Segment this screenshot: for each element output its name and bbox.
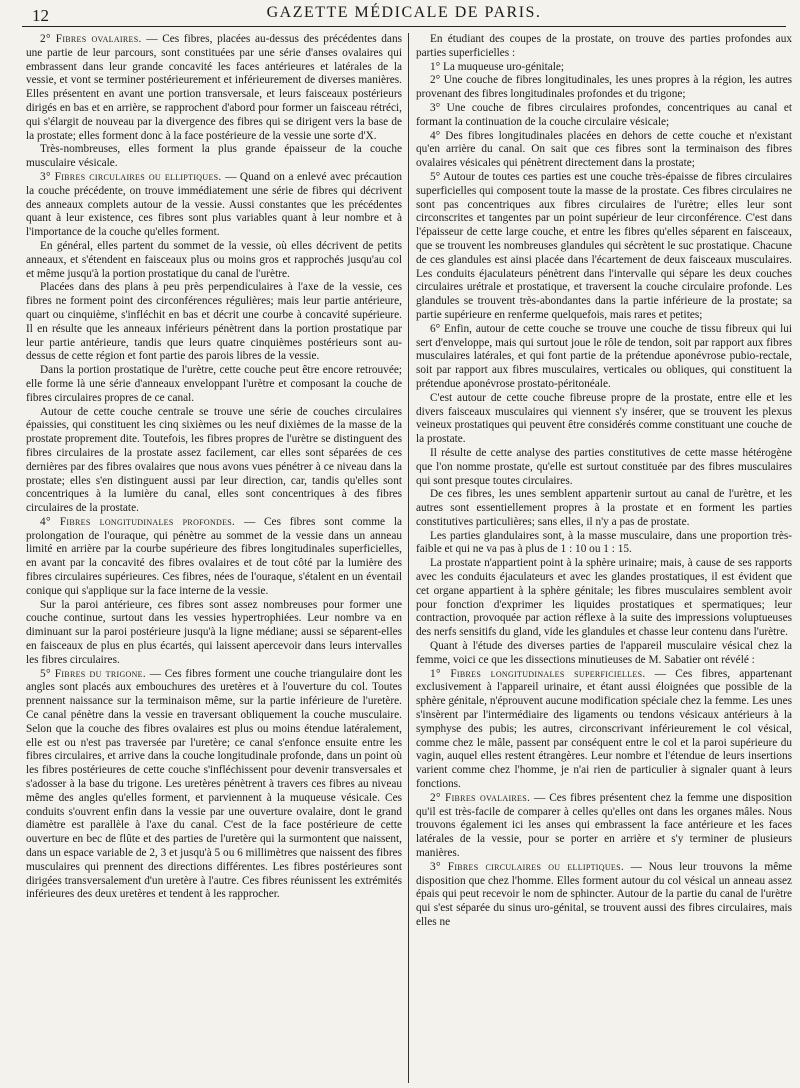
- paragraph-text: 1° La muqueuse uro-génitale;: [430, 60, 565, 73]
- paragraph-text: 2° Une couche de fibres longitudinales, les unes propres à la région, les autres provenant des fibres longitudinales profondes et du trigone;: [416, 74, 792, 101]
- paragraph-text: Placées dans des plans à peu près perpendiculaires à l'axe de la vessie, ces fibres ne forment point des circonférences régulières; mais leur partie antérieure, quart ou cinquième, s'infléchit en bas et décrit une courbe à concavité supérieure. Il en résulte que les anneaux inférieurs pénètrent dans la portion prostatique par leur partie antérieure, tandis que leurs quatre cinquièmes postérieurs sont au-dessus de cette région et font partie des parois libres de la vessie.: [26, 281, 402, 363]
- paragraph-text: — Ces fibres sont comme la prolongation de l'ouraque, qui pénètre au sommet de la vessie dans un anneau limité en arrière par la courbe supérieure des fibres longitudinales superficielles, en avant par la concavité des fibres ovalaires et de tout côté par la lumière des fibres circulaires supérieures. Ces fibres, nées de l'ouraque, s'étalent en un éventail conique qui s'applique sur la face interne de la vessie.: [26, 515, 402, 597]
- paragraph: [416, 861, 792, 930]
- paragraph: [416, 792, 792, 861]
- paragraph: [416, 530, 792, 558]
- paragraph: [416, 171, 792, 323]
- paragraph: [26, 240, 402, 281]
- paragraph: [416, 102, 792, 130]
- paragraph-text: — Nous leur trouvons la même disposition que chez l'homme. Elles forment autour du col vésical un anneau assez épais qui peut recevoir le nom de sphincter. Autour de la partie du canal de l'urètre qui s'est séparée du sinus uro-génital, se trouvent aussi des fibres circulaires, mais elles ne: [416, 860, 792, 928]
- paragraph-text: Autour de cette couche centrale se trouve une série de couches circulaires épaissies, qui constituent les cinq sixièmes ou les neuf dixièmes de la masse de la prostate proprement dite. Toutefois, les fibres propres de l'urètre se distinguent des fibres circulaires de la prostate assez facilement, car elles sont séparées de ces dernières par des fibres ovalaires que nous avons vues pénétrer à ce niveau dans la prostate; elles s'en distinguent aussi par leur direction, car, tandis qu'elles sont concentriques à la lumière du canal, elles sont concentriques à des fibres circulaires de la prostate.: [26, 405, 402, 515]
- paragraph: [416, 74, 792, 102]
- paragraph-text: Dans la portion prostatique de l'urètre, cette couche peut être encore retrouvée; elle forme là une série d'anneaux enveloppant l'urètre et composant la couche de fibres circulaires propres de ce canal.: [26, 364, 402, 404]
- paragraph-text: — Ces fibres forment une couche triangulaire dont les angles sont placés aux embouchures des uretères et à l'ouverture du col. Toutes prennent naissance sur la terminaison même, sur la partie inférieure de l'uretère. Ce canal pénètre dans la vessie en traversant obliquement la couche musculaire. Selon que la couche des fibres ovalaires est plus ou moins étendue latéralement, elle est ou n'est pas traversée par l'uretère; ce canal s'enfonce ensuite entre les fibres circulaires, et arrive dans la couche longitudinale profonde, dans un point où les fibres postérieures de cette couche s'infléchissent pour devenir transversales et s'adosser à la base du trigone. Les uretères pénètrent à travers ces fibres au niveau même des angles qu'elles forment, et parviennent à la muqueuse vésicale. Ces conduits s'ouvrent enfin dans la vessie par une ouverture ovalaire, dont le grand diamètre est parallèle à l'axe du canal. C'est de la face postérieure de cette ouverture en bec de flûte et des parties de l'uretère qui la surmontent que naissent, dans un espace variable de 2, 3 et jusqu'à 5 ou 6 millimètres que naissent des fibres musculaires qui prennent des directions différentes. Les fibres postérieures sont dirigées transversalement d'un uretère à l'autre. Ces fibres réunissent les extrémités inférieures des deux uretères et tendent à les rapprocher.: [26, 667, 402, 901]
- section-heading: 3° Fibres circulaires ou elliptiques.: [430, 860, 624, 873]
- paragraph: [416, 668, 792, 792]
- paragraph-text: — Ces fibres, appartenant exclusivement à l'appareil urinaire, et étant aussi éloignées que possible de la sphère génitale, n'éprouvent aucune modification spéciale chez la femme. Les unes s'insèrent par l'intermédiaire des ligaments ou tendons vésicaux antérieurs à la symphyse des pubis; les autres, circonscrivant inférieurement le col vésical, comme chez le mâle, passent par conséquent entre le col et la paroi supérieure du vagin, auquel elles restent étrangères. Leur nombre et l'étendue de leurs insertions varient comme chez l'homme, je n'ai rien de particulier à signaler quant à leurs fonctions.: [416, 667, 792, 791]
- paragraph-text: — Ces fibres, placées au-dessus des précédentes dans une partie de leur parcours, sont constituées par une série d'anses ovalaires qui embrassent dans leur grande concavité les faces antérieures et latérales de la vessie, et vont se terminer postérieurement et inférieurement de diverses manières. Elles présentent en avant une portion transversale, et leurs faisceaux postérieurs dirigés en bas et en arrière, se rapprochent d'abord pour former un faisceau rétréci, qui s'élargit de nouveau par la divergence des fibres qui se dirigent vers la base de la prostate; elles forment donc à la face postérieure de la vessie une sorte d'X.: [26, 33, 402, 142]
- paragraph: [26, 364, 402, 405]
- paragraph: [26, 516, 402, 599]
- left-column: [26, 33, 408, 1083]
- paragraph: [416, 557, 792, 640]
- journal-title: GAZETTE MÉDICALE DE PARIS.: [266, 4, 542, 21]
- paragraph: [26, 406, 402, 516]
- paragraph: [26, 33, 402, 143]
- paragraph: [26, 281, 402, 364]
- paragraph: [416, 488, 792, 529]
- paragraph-text: 6° Enfin, autour de cette couche se trouve une couche de tissu fibreux qui lui sert d'enveloppe, mais qui surtout joue le rôle de tendon, soit par rapport aux fibres musculaires latérales, et qui font partie de la prétendue aponévrose pubio-rectale, soit par rapport aux fibres musculaires, verticales ou obliques, qui constituent la prétendue aponévrose prostato-péritonéale.: [416, 322, 792, 390]
- paragraph-text: Très-nombreuses, elles forment la plus grande épaisseur de la couche musculaire vésicale.: [26, 143, 402, 170]
- section-heading: 3° Fibres circulaires ou elliptiques.: [40, 170, 222, 183]
- paragraph: [416, 392, 792, 447]
- paragraph-text: De ces fibres, les unes semblent appartenir surtout au canal de l'urètre, et les autres sont essentiellement propres à la prostate et en forment les parties constitutives particulières; sans elles, il n'y a pas de prostate.: [416, 488, 792, 528]
- right-column: [409, 33, 792, 1083]
- paragraph: [416, 640, 792, 668]
- paragraph-text: — Ces fibres présentent chez la femme une disposition qu'il est très-facile de comparer à celles qu'elles ont dans les organes mâles. Nous trouvons également ici les anses qui embrassent la face antérieure et les faces latérales de la vessie, pour se porter en arrière et s'y terminer de plusieurs manières.: [416, 791, 792, 860]
- paragraph-text: C'est autour de cette couche fibreuse propre de la prostate, entre elle et les divers faisceaux musculaires qui viennent s'y insérer, que se trouvent les plexus veineux prostatiques qui peuvent être considérés comme constituant une couche de la prostate.: [416, 391, 792, 446]
- paragraph: [416, 323, 792, 392]
- paragraph-text: En général, elles partent du sommet de la vessie, où elles décrivent de petits anneaux, et s'étendent en faisceaux plus ou moins gros et rapprochés jusqu'au col et même jusqu'à la portion prostatique du canal de l'urètre.: [26, 239, 402, 280]
- paragraph-text: 4° Des fibres longitudinales placées en dehors de cette couche et n'existant qu'en arrière du canal. On sait que ces fibres sont la terminaison des fibres ovalaires vésicales qui pénètrent directement dans la prostate;: [416, 129, 792, 170]
- page-number: 12: [32, 6, 49, 25]
- paragraph-text: 3° Une couche de fibres circulaires profondes, concentriques au canal et formant la continuation de la couche circulaire vésicale;: [416, 101, 792, 128]
- paragraph: [26, 143, 402, 171]
- page-header: [22, 0, 786, 27]
- section-heading: 2° Fibres ovalaires.: [40, 33, 142, 45]
- section-heading: 5° Fibres du trigone.: [40, 667, 146, 680]
- paragraph-text: En étudiant des coupes de la prostate, on trouve des parties profondes aux parties superficielles :: [416, 33, 792, 59]
- paragraph: [416, 33, 792, 61]
- paragraph: [416, 130, 792, 171]
- text-columns: [26, 33, 792, 1083]
- paragraph-text: 5° Autour de toutes ces parties est une couche très-épaisse de fibres circulaires superficielles qui composent toute la masse de la prostate. Ces fibres circulaires ne sont pas concentriques aux fibres circulaires de l'urètre; elles leur sont circonscrites et tangentes par un point supérieur de leur circonférence. C'est dans l'épaisseur de cette large couche, et entre les fibres qu'elles séparent en faisceaux, que se trouvent les nombreuses glandules qui sécrètent le suc prostatique. Chacune de ces glandules est ainsi placée dans l'écartement de deux faisceaux musculaires. Les conduits éjaculateurs pénètrent dans l'intervalle qui sépare les deux couches circulaires urétrale et prostatique, et traversent la couche circulaire profonde. Les glandules se trouvent très-abondantes dans la partie inférieure de la prostate; sa partie supérieure en renferme quelquefois, mais rares et petites;: [416, 170, 792, 321]
- section-heading: 1° Fibres longitudinales superficielles.: [430, 667, 646, 680]
- section-heading: 4° Fibres longitudinales profondes.: [40, 515, 236, 528]
- paragraph: [416, 61, 792, 75]
- paragraph: [26, 668, 402, 903]
- paragraph: [26, 171, 402, 240]
- paragraph-text: Quant à l'étude des diverses parties de l'appareil musculaire vésical chez la femme, voici ce que les dissections minutieuses de M. Sabatier ont révélé :: [416, 640, 792, 666]
- paragraph-text: Il résulte de cette analyse des parties constitutives de cette masse hétérogène que l'on nomme prostate, qu'elle est surtout constituée par des fibres musculaires qui sont presque toutes circulaires.: [416, 446, 792, 487]
- paragraph-text: Les parties glandulaires sont, à la masse musculaire, dans une proportion très-faible et qui ne va pas à plus de 1 : 10 ou 1 : 15.: [416, 529, 792, 556]
- paragraph-text: La prostate n'appartient point à la sphère urinaire; mais, à cause de ses rapports avec les conduits éjaculateurs et avec les glandes prostatiques, il est évident que cet organe appartient à la sphère génitale; les fibres musculaires semblent avoir pour fonction d'exprimer les liquides prostatiques et spermatiques; leur contraction, provoquée par action réflexe à la suite des impressions voluptueuses des nerfs sensitifs du gland, vide les glandules et chasse leur contenu dans l'urètre.: [416, 557, 792, 639]
- paragraph: [416, 447, 792, 488]
- paragraph: [26, 599, 402, 668]
- section-heading: 2° Fibres ovalaires.: [430, 791, 531, 804]
- paragraph-text: — Quand on a enlevé avec précaution la couche précédente, on trouve immédiatement une série de fibres qui décrivent des anneaux complets autour de la vessie. Aussi constantes que les précédentes quant à leur existence, ces fibres sont plus variables quant à leur nombre et à l'importance de la couche qu'elles forment.: [26, 170, 403, 239]
- paragraph-text: Sur la paroi antérieure, ces fibres sont assez nombreuses pour former une couche continue, surtout dans les vessies hypertrophiées. Leur nombre va en diminuant sur la paroi postérieure jusqu'à la ligne médiane; aussi se séparent-elles en faisceaux de plus en plus écartés, qui laissent apercevoir dans leurs intervalles les fibres circulaires.: [26, 598, 402, 666]
